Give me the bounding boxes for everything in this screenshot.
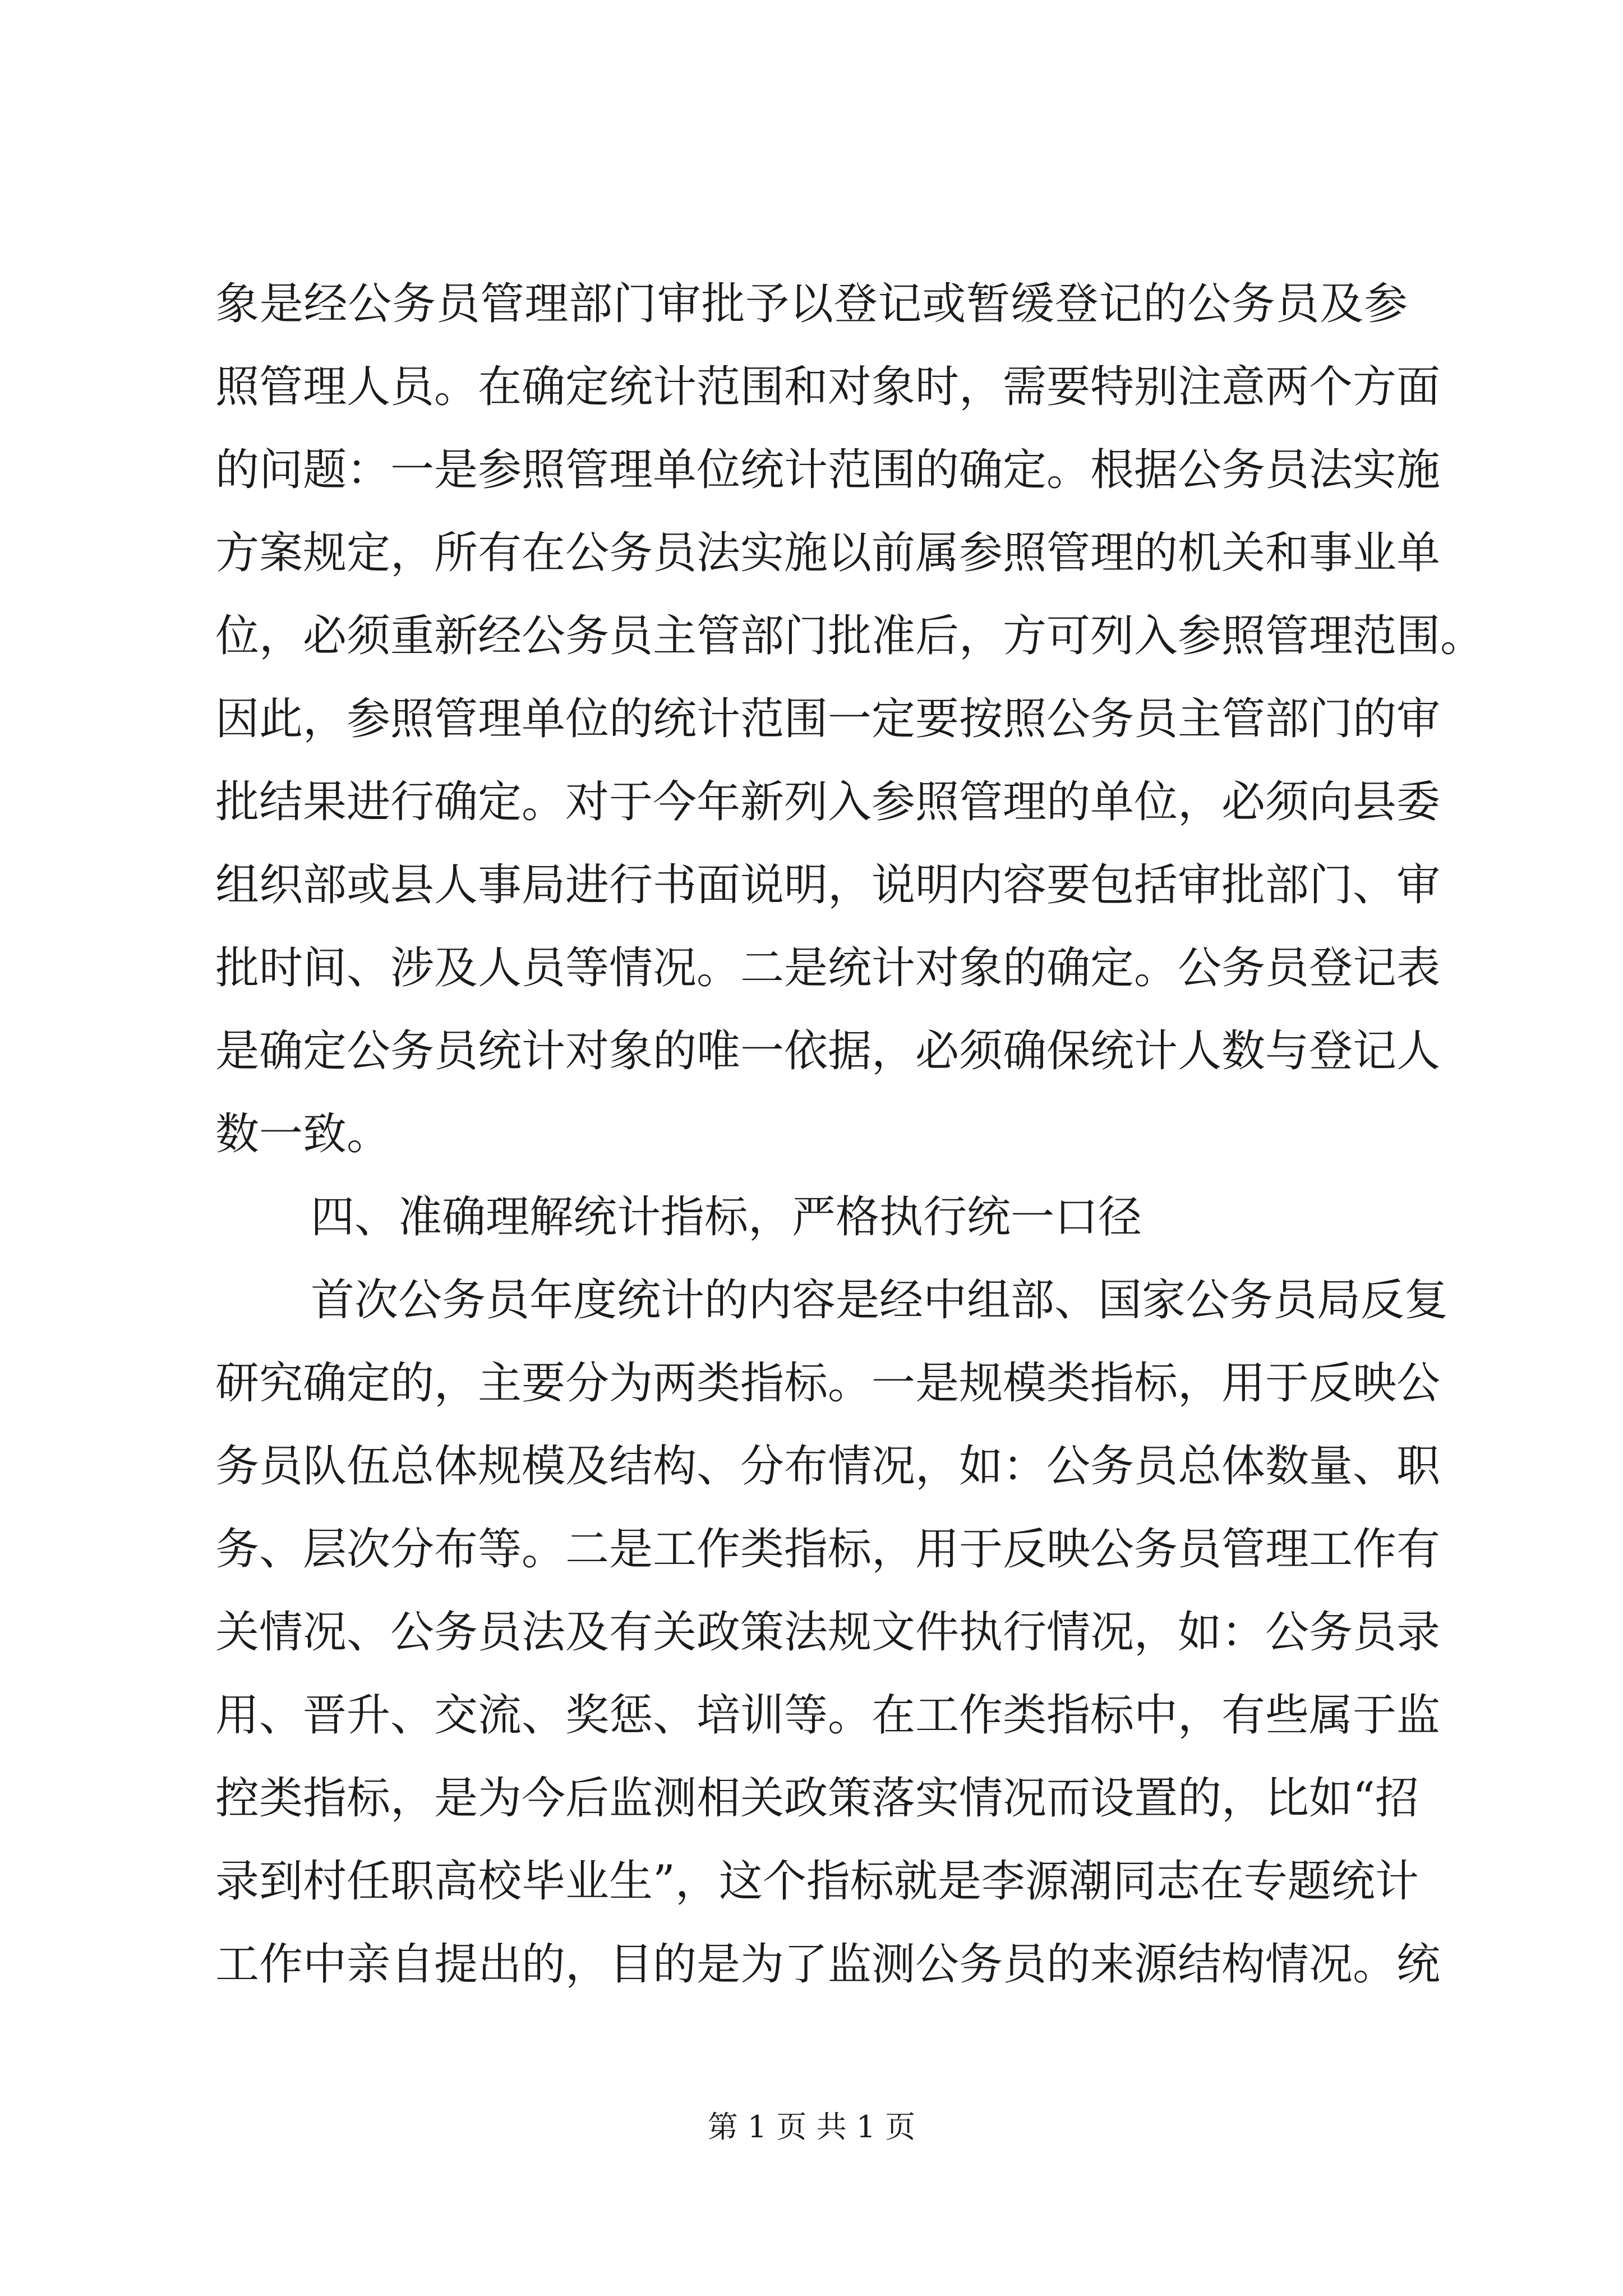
text-line: 数一致。 xyxy=(215,1109,391,1159)
text-line: 是确定公务员统计对象的唯一依据，必须确保统计人数与登记人 xyxy=(215,1026,1441,1076)
text-line: 务、层次分布等。二是工作类指标，用于反映公务员管理工作有 xyxy=(215,1524,1441,1575)
text-line: 位，必须重新经公务员主管部门批准后，方可列入参照管理范围。 xyxy=(215,611,1484,661)
text-line: 照管理人员。在确定统计范围和对象时，需要特别注意两个方面 xyxy=(215,362,1441,412)
text-line: 方案规定，所有在公务员法实施以前属参照管理的机关和事业单 xyxy=(215,528,1441,578)
text-line: 用、晋升、交流、奖惩、培训等。在工作类指标中，有些属于监 xyxy=(215,1690,1441,1741)
text-line: 工作中亲自提出的，目的是为了监测公务员的来源结构情况。统 xyxy=(215,1939,1441,1990)
page-number: 第 1 页 共 1 页 xyxy=(707,2109,916,2145)
text-line: 象是经公务员管理部门审批予以登记或暂缓登记的公务员及参 xyxy=(215,279,1408,329)
text-line: 组织部或县人事局进行书面说明，说明内容要包括审批部门、审 xyxy=(215,860,1441,910)
page-footer xyxy=(0,2105,1623,2150)
section-heading: 四、准确理解统计指标，严格执行统一口径 xyxy=(311,1192,1142,1243)
text-line: 批结果进行确定。对于今年新列入参照管理的单位，必须向县委 xyxy=(215,777,1441,827)
text-line: 控类指标，是为今后监测相关政策落实情况而设置的，比如“招 xyxy=(215,1773,1419,1824)
text-line: 务员队伍总体规模及结构、分布情况，如：公务员总体数量、职 xyxy=(215,1441,1441,1492)
text-line: 研究确定的，主要分为两类指标。一是规模类指标，用于反映公 xyxy=(215,1358,1441,1409)
text-line: 首次公务员年度统计的内容是经中组部、国家公务员局反复 xyxy=(311,1275,1449,1326)
document-body xyxy=(215,263,1484,2006)
text-line: 录到村任职高校毕业生”，这个指标就是李源潮同志在专题统计 xyxy=(215,1856,1419,1907)
text-line: 的问题：一是参照管理单位统计范围的确定。根据公务员法实施 xyxy=(215,445,1441,495)
text-line: 因此，参照管理单位的统计范围一定要按照公务员主管部门的审 xyxy=(215,694,1441,744)
text-line: 批时间、涉及人员等情况。二是统计对象的确定。公务员登记表 xyxy=(215,943,1441,993)
text-line: 关情况、公务员法及有关政策法规文件执行情况，如：公务员录 xyxy=(215,1607,1441,1658)
